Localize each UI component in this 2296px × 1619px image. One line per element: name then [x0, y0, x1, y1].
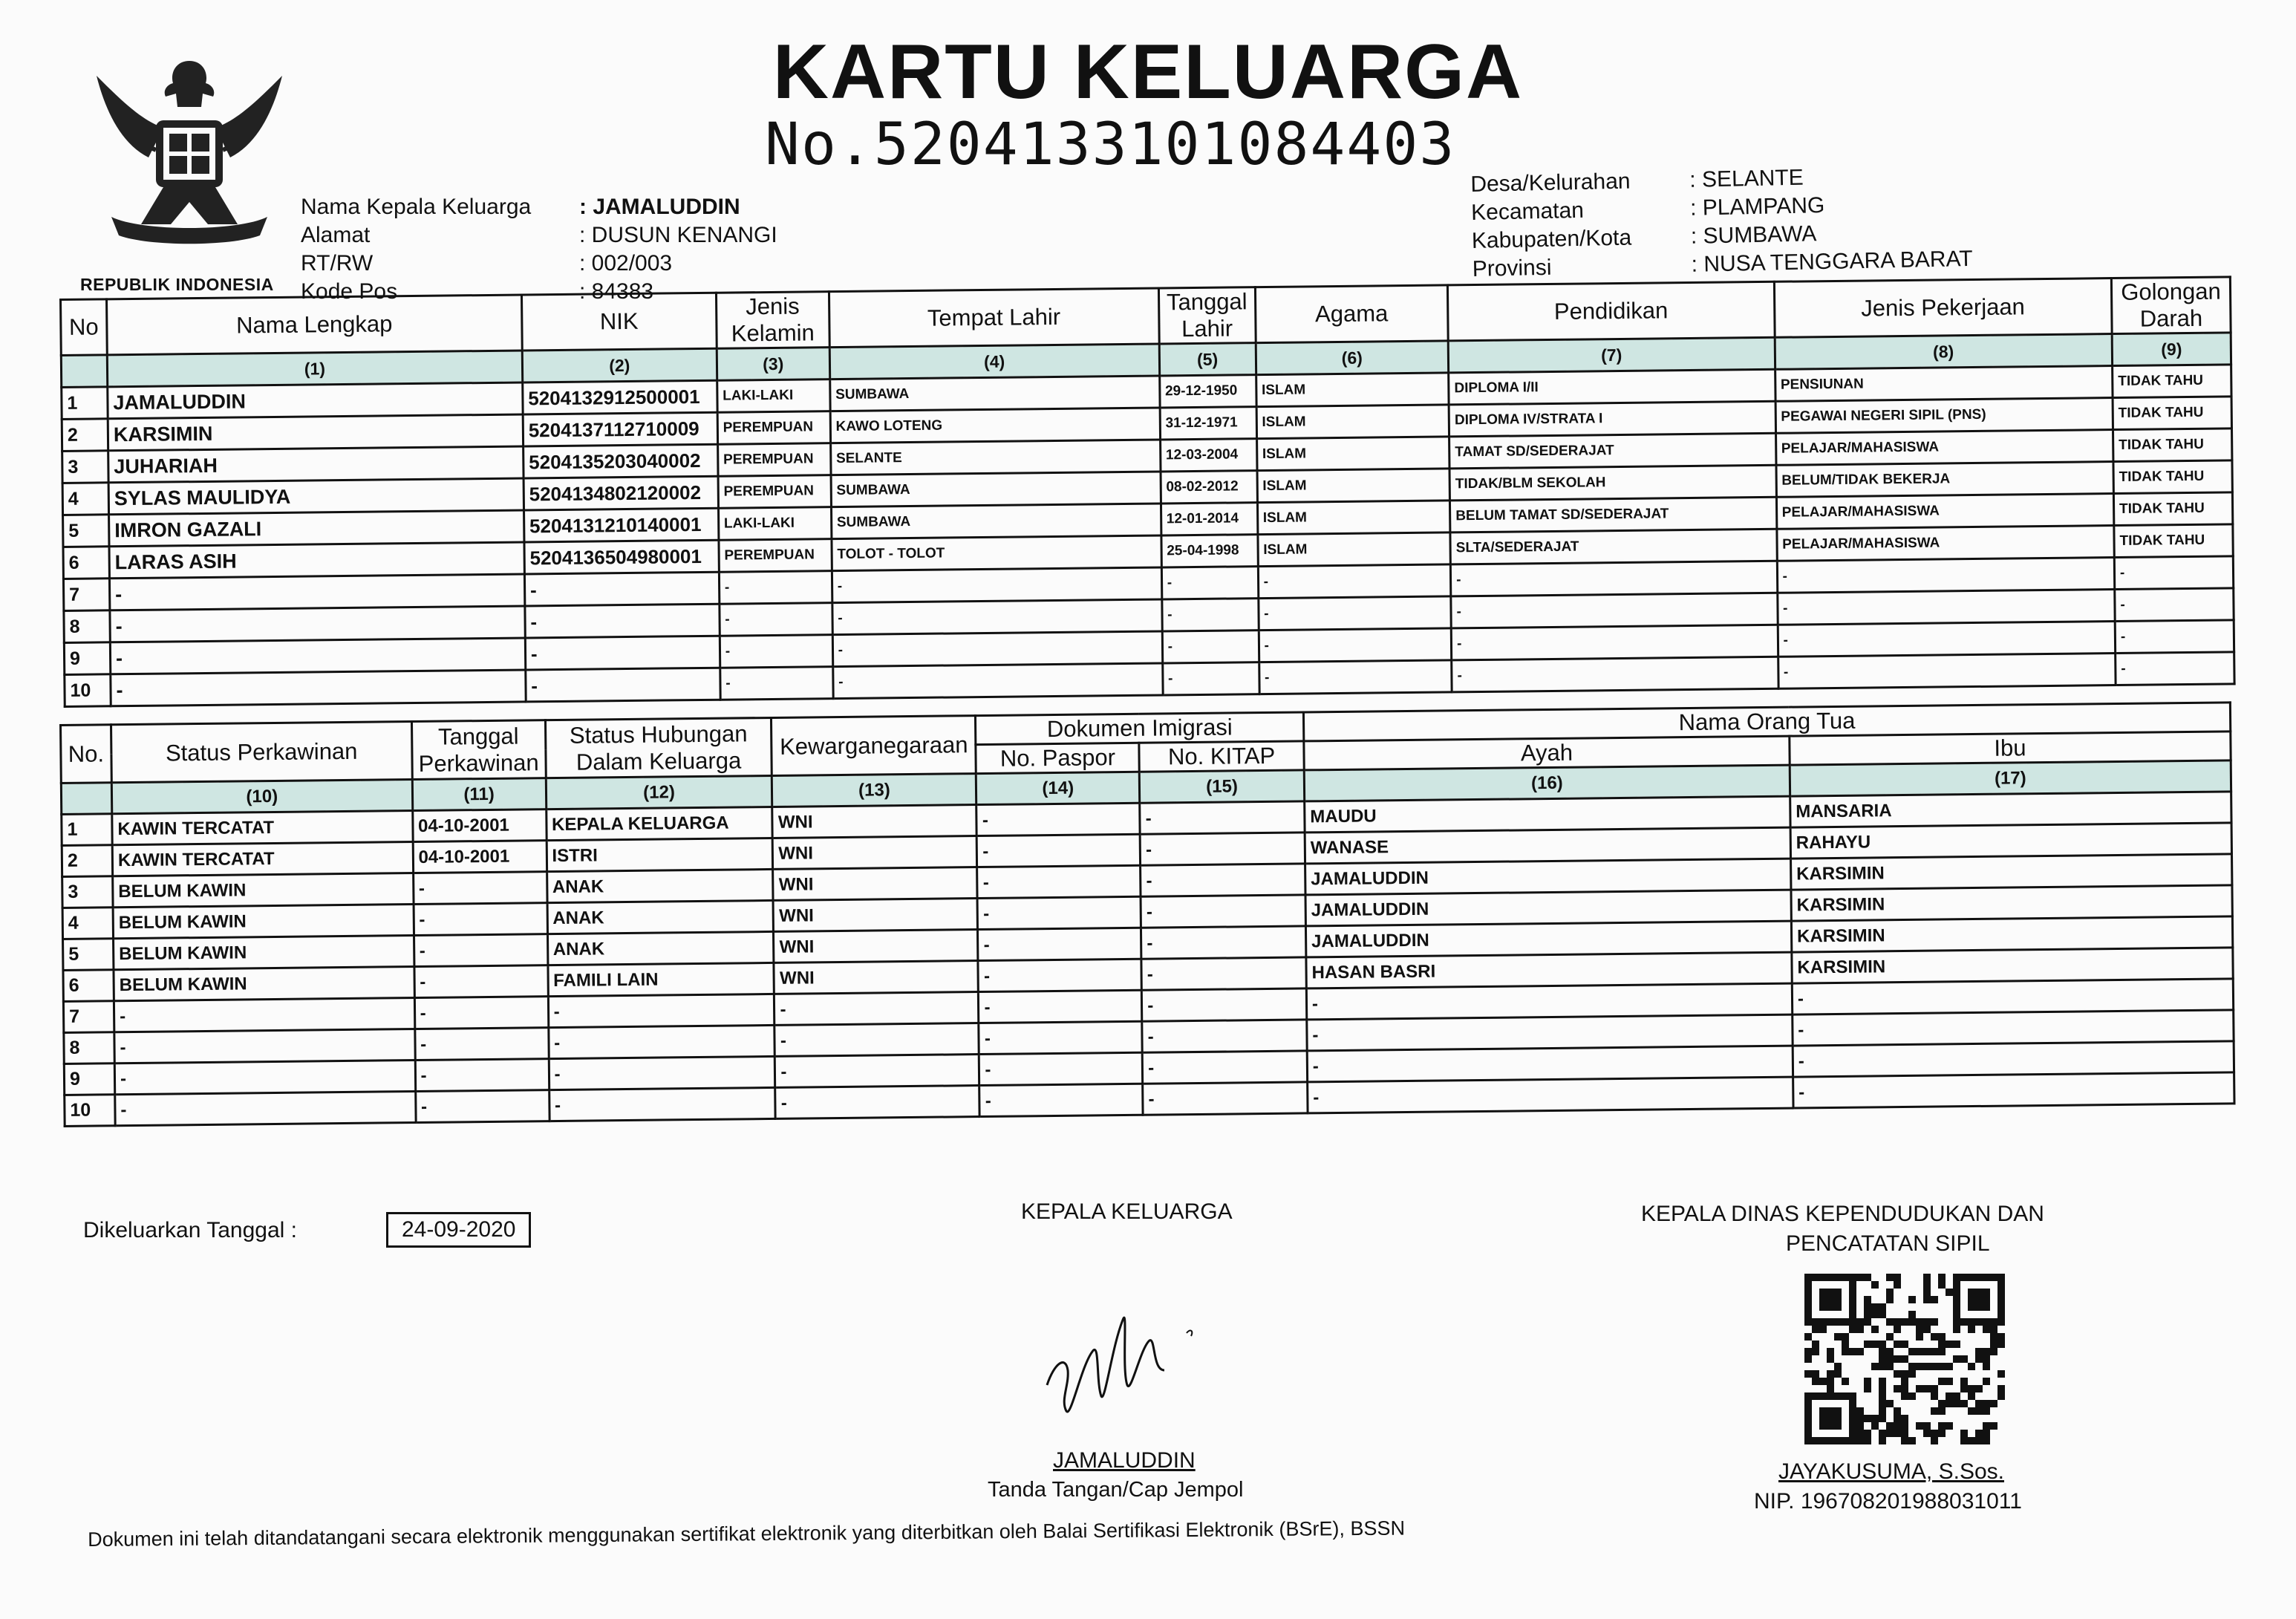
column-number: (5) [1159, 343, 1256, 376]
table-cell: SUMBAWA [831, 472, 1161, 507]
table-cell: - [414, 997, 548, 1029]
table-cell: ISTRI [547, 838, 773, 871]
table-cell: - [775, 1055, 979, 1088]
table-cell: HASAN BASRI [1306, 952, 1792, 988]
table-cell: - [979, 1052, 1143, 1085]
th-nama: Nama Lengkap [106, 295, 522, 355]
table-cell: - [1142, 1051, 1307, 1084]
table-cell: - [1778, 654, 2116, 689]
value-rtrw: : 002/003 [579, 251, 673, 276]
issued-date: 24-09-2020 [386, 1212, 531, 1248]
table-cell: - [548, 1025, 774, 1058]
table-cell: - [524, 572, 719, 606]
th2-status-perkawinan: Status Perkawinan [111, 722, 411, 783]
kepala-keluarga-title: KEPALA KELUARGA [1021, 1199, 1233, 1224]
table-cell: - [1451, 625, 1778, 660]
table-cell: - [774, 1023, 979, 1057]
table-cell: LARAS ASIH [109, 542, 524, 579]
column-number: (1) [107, 351, 522, 387]
table-cell: 29-12-1950 [1159, 375, 1256, 408]
table-cell: - [1778, 622, 2116, 657]
header-row-kepala [301, 193, 777, 221]
table-cell: - [548, 994, 774, 1027]
column-number: (15) [1139, 770, 1304, 803]
table-cell: KARSIMIN [108, 414, 523, 451]
column-number: (6) [1256, 341, 1449, 375]
table-cell: TIDAK TAHU [2113, 429, 2231, 462]
th-no: No [61, 299, 108, 356]
table-cell: - [549, 1056, 775, 1089]
issued-label: Dikeluarkan Tanggal : [83, 1218, 297, 1242]
table-cell: 08-02-2012 [1161, 471, 1257, 504]
table-cell: - [832, 567, 1161, 603]
table-cell: - [720, 667, 833, 700]
label-alamat: Alamat [301, 223, 371, 247]
table-cell: PEREMPUAN [718, 475, 831, 509]
table-cell: PEREMPUAN [717, 443, 830, 477]
table-cell: - [775, 1086, 979, 1119]
th2-ayah: Ayah [1304, 736, 1790, 770]
table-cell: - [114, 1061, 415, 1095]
table-cell: PEREMPUAN [717, 411, 830, 445]
column-number: (4) [829, 344, 1159, 379]
table-cell: - [1162, 631, 1259, 663]
table-cell: TOLOT - TOLOT [832, 535, 1161, 571]
th-pekerjaan: Jenis Pekerjaan [1774, 278, 2112, 338]
table-cell: 7 [63, 1001, 114, 1033]
table-cell: - [414, 934, 547, 967]
value-provinsi: : NUSA TENGGARA BARAT [1691, 246, 1973, 277]
table-cell: - [413, 872, 547, 905]
th2-tanggal-perkawinan: Tanggal Perkawinan [411, 720, 546, 780]
table-cell: BELUM/TIDAK BEKERJA [1776, 462, 2114, 498]
th2-kitap: No. KITAP [1139, 741, 1304, 772]
table-cell: SYLAS MAULIDYA [108, 478, 524, 515]
table-cell: - [549, 1087, 775, 1121]
table-cell: PENSIUNAN [1775, 366, 2113, 402]
table-cell: 7 [63, 579, 109, 611]
table-cell: WANASE [1305, 827, 1790, 864]
table-cell: - [720, 635, 832, 668]
column-number: (10) [111, 780, 412, 814]
table-cell: - [2115, 620, 2234, 654]
table-cell: 5204136504980001 [524, 540, 719, 574]
table-cell: WNI [774, 961, 978, 994]
signature-image [1025, 1303, 1225, 1437]
emblem-caption: REPUBLIK INDONESIA [80, 275, 274, 294]
th2-nama-orang-tua: Nama Orang Tua [1303, 703, 2230, 741]
column-number: (9) [2112, 333, 2231, 366]
th2-kewarganegaraan: Kewarganegaraan [772, 716, 976, 776]
table-cell: - [1142, 1020, 1307, 1052]
table-cell: 5204135203040002 [523, 444, 717, 478]
table-cell: TIDAK TAHU [2113, 397, 2231, 430]
table-cell: - [1140, 833, 1305, 865]
table-cell: - [415, 1059, 549, 1092]
table-cell: - [979, 990, 1142, 1023]
column-number: (12) [546, 775, 772, 809]
electronic-signature-note: Dokumen ini telah ditandatangani secara elektronik menggunakan sertifikat elektronik yang diterbitkan oleh Balai Sertifikasi Elektronik (BSrE), BSSN [88, 1517, 1406, 1551]
table-cell: 9 [64, 642, 110, 675]
th2-no: No. [61, 725, 112, 784]
table-cell: SUMBAWA [831, 504, 1161, 539]
table-cell: 5204131210140001 [524, 508, 718, 542]
table-cell: - [1259, 628, 1452, 662]
table-cell: - [414, 965, 548, 998]
table-cell: 2 [62, 845, 112, 877]
table-cell: BELUM KAWIN [113, 873, 414, 908]
table-cell: KAWO LOTENG [830, 408, 1160, 443]
table-cell: - [1259, 660, 1452, 694]
th2-status-hubungan: Status Hubungan Dalam Keluarga [545, 717, 772, 778]
table-cell: 3 [62, 876, 113, 908]
table-cell: SLTA/SEDERAJAT [1450, 529, 1777, 564]
table-cell: - [977, 896, 1141, 929]
table-cell: ISLAM [1258, 532, 1451, 567]
table-cell: 6 [63, 547, 109, 579]
table-cell: BELUM KAWIN [114, 936, 414, 970]
table-cell: KARSIMIN [1790, 854, 2232, 890]
table-cell: - [832, 631, 1162, 667]
official-nip: NIP. 196708201988031011 [1754, 1489, 2022, 1514]
table-cell: MANSARIA [1790, 792, 2232, 827]
kepala-keluarga-name: JAMALUDDIN [1053, 1448, 1196, 1473]
table-cell: WNI [773, 867, 977, 901]
table-cell: 5204137112710009 [523, 412, 717, 446]
table-cell: - [1777, 558, 2115, 593]
label-nama-kepala: Nama Kepala Keluarga [301, 195, 532, 219]
table-cell: LAKI-LAKI [717, 379, 829, 413]
table-cell: - [720, 603, 832, 636]
table-cell: 25-04-1998 [1161, 535, 1258, 567]
table-cell: JAMALUDDIN [1305, 921, 1791, 957]
th-tempat-lahir: Tempat Lahir [829, 288, 1159, 348]
table-cell: - [110, 638, 525, 674]
table-cell: 04-10-2001 [412, 810, 546, 842]
dinas-title-line2: PENCATATAN SIPIL [1786, 1231, 1990, 1256]
table-cell: - [976, 803, 1140, 835]
table-cell: 12-03-2004 [1160, 439, 1256, 472]
table-cell: - [832, 663, 1162, 699]
table-cell: - [110, 606, 525, 642]
column-number: (7) [1448, 337, 1775, 373]
table-cell: - [1450, 561, 1777, 596]
table-cell: RAHAYU [1790, 823, 2232, 859]
table-cell: - [1258, 596, 1451, 631]
table-cell: DIPLOMA IV/STRATA I [1449, 401, 1775, 437]
table-cell: KARSIMIN [1792, 948, 2234, 983]
table-cell: KAWIN TERCATAT [112, 811, 413, 845]
table-cell: - [977, 865, 1141, 898]
table-cell: TIDAK TAHU [2113, 492, 2232, 526]
qr-code [1804, 1274, 2005, 1444]
table-cell: - [1793, 1010, 2234, 1046]
table-cell: 2 [62, 419, 108, 452]
value-alamat: : DUSUN KENANGI [579, 223, 777, 247]
table-cell: ANAK [547, 869, 773, 902]
label-kecamatan: Kecamatan [1470, 198, 1585, 225]
table-cell: BELUM KAWIN [113, 905, 414, 939]
table-cell: JAMALUDDIN [1305, 890, 1791, 926]
table-cell: - [114, 1029, 415, 1063]
table-cell: - [1451, 593, 1778, 628]
table-cell: 8 [64, 610, 110, 643]
table-cell: LAKI-LAKI [718, 507, 831, 541]
table-cell: KARSIMIN [1791, 885, 2233, 921]
table-cell: ANAK [547, 931, 774, 965]
th-nik: NIK [521, 293, 717, 351]
table-cell: JAMALUDDIN [1305, 859, 1790, 895]
table-cell: - [1141, 895, 1305, 928]
table-cell: ISLAM [1256, 373, 1449, 407]
table-cell: BELUM KAWIN [114, 967, 414, 1001]
column-number: (3) [717, 348, 829, 381]
header-right [1470, 160, 1973, 284]
table-cell: PEGAWAI NEGERI SIPIL (PNS) [1775, 398, 2113, 434]
table-cell: - [525, 636, 720, 670]
table-cell: - [1777, 590, 2115, 625]
th2-ibu: Ibu [1790, 732, 2231, 765]
dinas-title-line1: KEPALA DINAS KEPENDUDUKAN DAN [1641, 1202, 2044, 1226]
table-cell: ISLAM [1256, 437, 1449, 471]
table-cell: - [1143, 1082, 1308, 1115]
table-cell: PELAJAR/MAHASISWA [1775, 430, 2113, 466]
column-number: (17) [1790, 760, 2231, 796]
table-cell: 5 [63, 939, 114, 971]
table-cell: 5204134802120002 [524, 476, 718, 510]
table-cell: - [1142, 988, 1307, 1021]
official-name: JAYAKUSUMA, S.Sos. [1778, 1459, 2004, 1484]
column-number: (11) [412, 778, 546, 811]
table-cell: ISLAM [1256, 405, 1449, 439]
table-cell: - [111, 670, 526, 706]
table-cell: - [114, 998, 414, 1032]
label-rtrw: RT/RW [301, 251, 374, 276]
column-number: (8) [1775, 334, 2113, 370]
label-desa: Desa/Kelurahan [1470, 169, 1631, 197]
table-cell: KEPALA KELUARGA [546, 807, 772, 840]
table-cell: JUHARIAH [108, 446, 524, 483]
table-cell: - [1452, 657, 1778, 692]
value-kodepos: : 84383 [579, 279, 654, 304]
table-cell: 1 [62, 814, 112, 846]
th-golongan-darah: Golongan Darah [2111, 277, 2231, 334]
table-cell: - [978, 959, 1141, 991]
table-cell: - [979, 1084, 1143, 1116]
table-cell: 8 [64, 1032, 114, 1064]
document-title: KARTU KELUARGA [772, 29, 1524, 115]
table-cell: TIDAK TAHU [2114, 524, 2233, 558]
table-cell: 1 [62, 387, 108, 420]
table-cell: - [719, 571, 832, 605]
table-cell: - [1141, 957, 1306, 990]
table-cell: 4 [62, 483, 108, 515]
table-cell: JAMALUDDIN [108, 382, 523, 419]
table-cell: - [1161, 599, 1258, 631]
label-kabupaten: Kabupaten/Kota [1471, 225, 1632, 253]
table-cell: ISLAM [1257, 469, 1450, 503]
value-kecamatan: : PLAMPANG [1689, 193, 1825, 221]
table-cell: - [115, 1092, 416, 1126]
value-nama-kepala: : JAMALUDDIN [579, 195, 740, 219]
column-number [61, 355, 107, 388]
th2-dokumen-imigrasi: Dokumen Imigrasi [976, 712, 1304, 745]
table-cell: - [1140, 801, 1305, 834]
table-cell: MAUDU [1305, 796, 1790, 833]
table-cell: 04-10-2001 [413, 841, 547, 873]
table-cell: 4 [62, 908, 113, 939]
table-cell: TAMAT SD/SEDERAJAT [1449, 433, 1776, 469]
table-cell: - [1308, 1077, 1793, 1113]
th-pendidikan: Pendidikan [1448, 281, 1775, 341]
qr-code-icon [1804, 1274, 2005, 1444]
table-cell: KARSIMIN [1791, 916, 2233, 952]
signature-caption: Tanda Tangan/Cap Jempol [988, 1478, 1244, 1502]
table-cell: FAMILI LAIN [548, 962, 774, 996]
table-cell: SUMBAWA [829, 376, 1159, 411]
table-cell: DIPLOMA I/II [1449, 369, 1775, 405]
table-cell: 31-12-1971 [1160, 407, 1256, 440]
table-cell: KAWIN TERCATAT [112, 842, 413, 876]
th-jenis-kelamin: Jenis Kelamin [716, 292, 829, 349]
table-cell: - [1793, 1072, 2235, 1108]
table-cell: - [978, 928, 1141, 960]
document-number: No.5204133101084403 [765, 111, 1456, 178]
signature-icon [1025, 1303, 1225, 1437]
th2-paspor: No. Paspor [976, 743, 1139, 773]
table-cell: ISLAM [1257, 501, 1450, 535]
marital-parents-table [59, 701, 2236, 1127]
table-cell: ANAK [547, 900, 774, 934]
column-number [61, 783, 111, 815]
table-cell: - [414, 1028, 548, 1061]
label-kodepos: Kode Pos [301, 279, 398, 304]
table-cell: - [1161, 567, 1258, 599]
value-desa: : SELANTE [1689, 165, 1804, 192]
table-cell: - [2115, 588, 2234, 622]
value-kabupaten: : SUMBAWA [1690, 221, 1817, 249]
table-cell: 5 [63, 515, 109, 547]
table-cell: WNI [773, 836, 977, 870]
table-cell: WNI [774, 930, 978, 963]
table-cell: - [525, 604, 720, 638]
column-number: (13) [772, 774, 976, 807]
table-cell: - [2114, 556, 2233, 590]
header-left [301, 193, 777, 306]
table-cell: WNI [773, 899, 977, 932]
th-agama: Agama [1255, 285, 1448, 343]
table-cell: - [2116, 652, 2234, 685]
table-cell: - [774, 992, 979, 1026]
table-cell: PELAJAR/MAHASISWA [1776, 526, 2114, 561]
table-cell: - [1793, 1041, 2234, 1077]
header-row-rtrw [301, 250, 777, 278]
table-cell: - [526, 668, 720, 702]
table-cell: 6 [63, 970, 114, 1002]
family-members-table [59, 276, 2236, 708]
table-cell: TIDAK/BLM SEKOLAH [1449, 465, 1776, 501]
table-cell: PEREMPUAN [719, 539, 832, 573]
table-cell: 5204132912500001 [523, 380, 717, 414]
column-number: (16) [1304, 765, 1790, 801]
table-cell: - [1307, 1046, 1793, 1082]
table-cell: - [1141, 864, 1305, 896]
dinas-title [1641, 1199, 2296, 1259]
table-cell: - [1258, 564, 1451, 599]
table-cell: - [977, 834, 1141, 867]
header-row-alamat [301, 221, 777, 250]
table-cell: - [979, 1021, 1142, 1054]
table-cell: - [832, 599, 1162, 635]
table-cell: - [1306, 983, 1792, 1020]
table-cell: BELUM TAMAT SD/SEDERAJAT [1450, 497, 1777, 532]
table-cell: - [109, 574, 524, 610]
column-number: (14) [976, 772, 1140, 804]
table-cell: TIDAK TAHU [2113, 365, 2231, 398]
table-cell: 3 [62, 451, 108, 483]
table-cell: 9 [64, 1063, 114, 1095]
table-cell: PELAJAR/MAHASISWA [1776, 494, 2114, 530]
table-cell: 10 [65, 1095, 115, 1127]
table-cell: - [1307, 1014, 1793, 1051]
table-cell: IMRON GAZALI [109, 510, 524, 547]
table-cell: TIDAK TAHU [2113, 460, 2232, 494]
table-cell: 12-01-2014 [1161, 503, 1257, 535]
th-tanggal-lahir: Tanggal Lahir [1158, 287, 1256, 344]
column-number: (2) [522, 348, 717, 382]
table-cell: - [415, 1090, 549, 1123]
table-cell: - [414, 903, 547, 936]
table-cell: - [1162, 662, 1259, 695]
table-cell: 10 [65, 674, 111, 707]
label-provinsi: Provinsi [1472, 255, 1552, 281]
table-cell: SELANTE [830, 440, 1160, 475]
table-cell: WNI [772, 805, 976, 838]
table-cell: - [1792, 979, 2234, 1014]
table-cell: - [1141, 926, 1306, 959]
